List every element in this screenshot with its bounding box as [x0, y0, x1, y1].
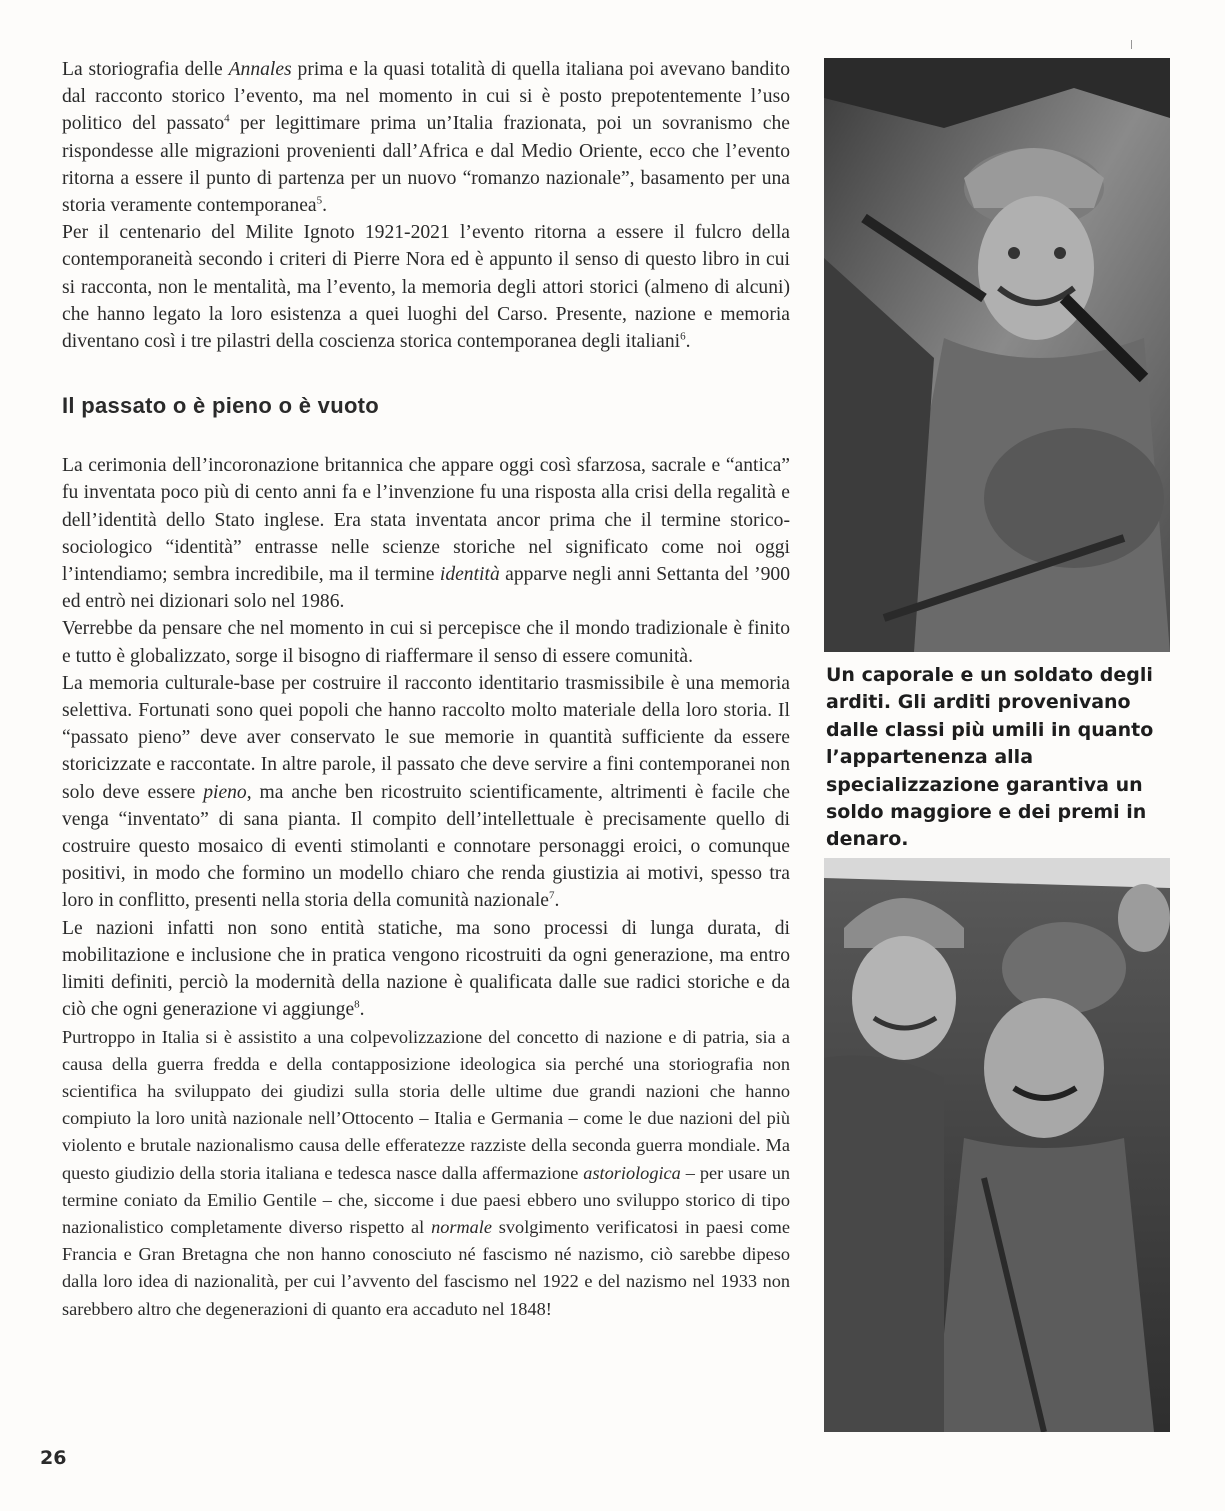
- body-paragraph: [62, 452, 790, 615]
- photo-corporal-image: [824, 58, 1170, 652]
- text-run: , ma anche ben ricostruito scientificamente, altrimenti è facile che venga “inventato” di sana pianta. Il compito dell’intellettuale è precisamente quello di costruire questo mosaico di eventi stimolanti e connotare personaggi eroici, o comunque positivi, in modo che formino un modello chiaro che renda giustizia ai motivi, spesso tra loro in conflitto, presenti nella storia della comunità nazionale: [62, 781, 790, 912]
- intro-paragraphs: [62, 56, 790, 355]
- intro-paragraph: [62, 219, 790, 355]
- body-paragraph: [62, 1024, 790, 1323]
- photo-caption: Un caporale e un soldato degli arditi. Gli arditi provenivano dalle classi più umili in quanto l’appartenenza alla specializzazione garantiva un soldo maggiore e dei premi in denaro.: [826, 664, 1154, 851]
- text-run: Per il centenario del Milite Ignoto 1921-2021 l’evento ritorna a essere il fulcro della contemporaneità secondo i criteri di Pierre Nora ed è appunto il senso di questo libro in cui si racconta, non le mentalità, ma l’evento, la memoria degli attori storici (almeno di alcuni) che hanno legato la loro esistenza a quei luoghi del Carso. Presente, nazione e memoria diventano così i tre pilastri della coscienza storica contemporanea degli italiani: [62, 222, 790, 353]
- scan-speck: |: [1130, 40, 1134, 50]
- text-run: .: [685, 331, 691, 353]
- text-run: – per usare un termine coniato da Emilio Gentile – che, siccome i due paesi ebbero uno sviluppo storico di tipo nazionalistico completamente diverso rispetto al: [62, 1162, 790, 1237]
- photo-soldiers-corporal: [824, 58, 1170, 652]
- text-run: prima e la quasi totalità di quella italiana poi avevano bandito dal racconto storico l’evento, ma nel momento in cui si è posto prepotentemente l’uso politico del passato: [62, 59, 790, 135]
- italic-term: pieno: [203, 781, 247, 803]
- text-run: .: [554, 890, 560, 912]
- text-run: La memoria culturale-base per costruire il racconto identitario trasmissibile è una memoria selettiva. Fortunati sono quei popoli che hanno raccolto molto materiale della loro storia. Il “passato pieno” deve aver conservato le sue memorie in quantità sufficiente da essere storicizzate e raccontate. In altre parole, il passato che deve servire a fini contemporanei non solo deve essere: [62, 672, 790, 803]
- text-run: Purtroppo in Italia si è assistito a una colpevolizzazione del concetto di nazione e di patria, sia a causa della guerra fredda e della contapposizione ideologica sia perché una storiografia non scientifica ha sviluppato dei giudizi sulla storia delle ultime due grandi nazioni che hanno compiuto la loro unità nazionale nell’Ottocento – Italia e Germania – come le due nazioni del più violento e brutale nazionalismo causa delle efferatezze razziste della seconda guerra mondiale. Ma questo giudizio della storia italiana e tedesca nasce dalla affermazione: [62, 1026, 790, 1183]
- intro-paragraph: [62, 56, 790, 219]
- text-run: Verrebbe da pensare che nel momento in cui si percepisce che il mondo tradizionale è finito e tutto è globalizzato, sorge il bisogno di riaffermare il senso di essere comunità.: [62, 618, 790, 667]
- italic-term: astoriologica: [583, 1162, 681, 1183]
- italic-term: normale: [431, 1216, 492, 1237]
- text-run: .: [322, 195, 328, 217]
- section-heading: Il passato o è pieno o è vuoto: [62, 393, 380, 419]
- body-paragraph: [62, 670, 790, 915]
- footnote-ref: 4: [224, 112, 230, 125]
- text-run: La cerimonia dell’incoronazione britannica che appare oggi così sfarzosa, sacrale e “antica” fu inventata poco più di cento anni fa e l’invenzione fu una risposta alla crisi della regalità e dell’identità dello Stato inglese. Era stata inventata ancor prima che il termine storico-sociologico “identità” entrasse nelle scienze storiche nel significato come noi oggi l’intendiamo; sembra incredibile, ma il termine: [62, 455, 790, 586]
- text-run: La storiografia delle: [62, 59, 229, 80]
- photo-soldiers-group: [824, 858, 1170, 1432]
- text-run: svolgimento verificatosi in paesi come Francia e Gran Bretagna che non hanno conosciuto né fascismo né nazismo, ciò sarebbe dipeso dalla loro idea di nazionalità, per cui l’avvento del fascismo nel 1922 e del nazismo nel 1933 non sarebbero altro che degenerazioni di quanto era accaduto nel 1848!: [62, 1216, 790, 1319]
- italic-term: identità: [439, 564, 500, 586]
- footnote-ref: 7: [548, 889, 555, 902]
- body-paragraph: [62, 615, 790, 669]
- footnote-ref: 5: [316, 194, 323, 207]
- footnote-ref: 6: [680, 330, 686, 343]
- text-run: Le nazioni infatti non sono entità statiche, ma sono processi di lunga durata, di mobilitazione e inclusione che in pratica vengono ricostruiti da ogni generazione, ma entro limiti definiti, perciò la modernità della nazione è qualificata dalle sue radici storiche e da ciò che ogni generazione vi aggiunge: [62, 917, 790, 1021]
- text-run: .: [359, 999, 365, 1021]
- main-text-column: [62, 56, 790, 1323]
- italic-term: Annales: [228, 59, 292, 80]
- text-run: per legittimare prima un’Italia frazionata, poi un sovranismo che rispondesse alle migrazioni provenienti dall’Africa e dal Medio Oriente, ecco che l’evento ritorna a essere il punto di partenza per un nuovo “romanzo nazionale”, basamento per una storia veramente contemporanea: [62, 113, 790, 217]
- body-paragraph: [62, 915, 790, 1024]
- footnote-ref: 8: [354, 998, 360, 1011]
- photo-group-image: [824, 858, 1170, 1432]
- page-number: 26: [40, 1447, 67, 1469]
- text-run: apparve negli anni Settanta del ’900 ed entrò nei dizionari solo nel 1986.: [62, 564, 791, 613]
- body-paragraphs: [62, 452, 790, 1323]
